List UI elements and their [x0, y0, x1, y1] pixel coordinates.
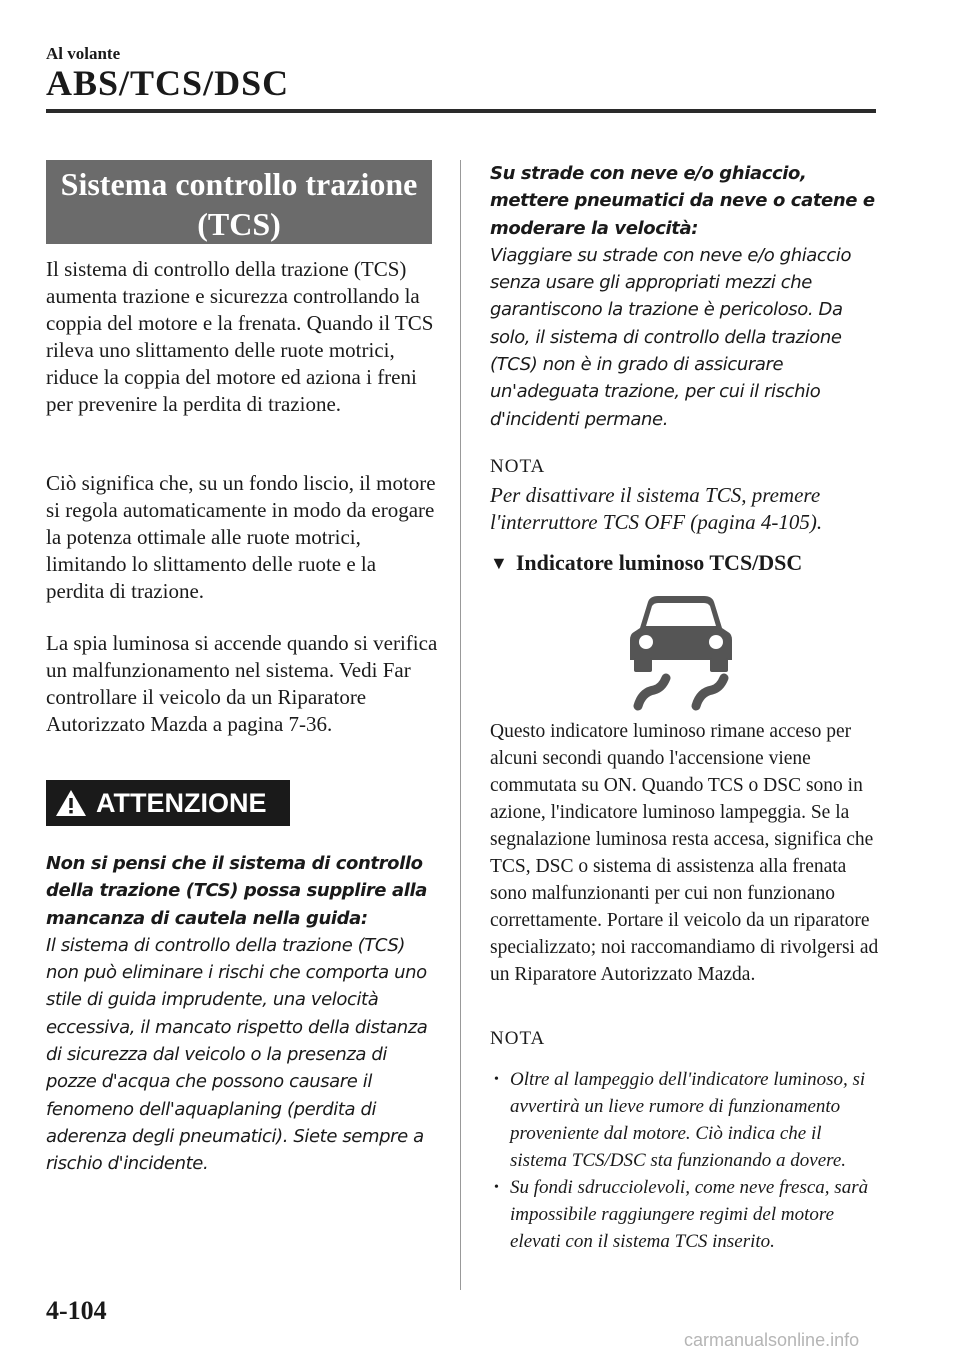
subsection-title: Indicatore luminoso TCS/DSC — [515, 550, 803, 575]
tcs-heading-line2: (TCS) — [197, 206, 281, 242]
warning2-body: Viaggiare su strade con neve e/o ghiaccio senza usare gli appropriati mezzi che garantiscono la trazione è pericoloso. Da solo, il sistema di controllo della trazione (TCS) non è in grado di assicurare un'adeguata trazione, per cui il rischio d'incidenti permane. — [490, 244, 852, 430]
watermark: carmanualsonline.info — [684, 1330, 860, 1350]
subsection-heading — [490, 550, 802, 576]
nota-bullet-list — [490, 1066, 880, 1255]
paragraph-intro: Il sistema di controllo della trazione (TCS) aumenta trazione e sicurezza controllando la coppia del motore e la frenata. Quando il TCS rileva uno slittamento delle ruote motrici, riduce la coppia del motore ed aziona i freni per prevenire la perdita di trazione. — [46, 257, 434, 416]
tcs-heading-line1: Sistema controllo trazione — [60, 166, 418, 202]
warning-block-2 — [490, 160, 882, 433]
warning-block-1 — [46, 850, 438, 1178]
breadcrumb: Al volante — [46, 44, 121, 63]
warning-triangle-icon — [54, 788, 88, 818]
warning1-title: Non si pensi che il sistema di controllo della trazione (TCS) possa supplire alla mancanza di cautela nella guida: — [46, 853, 428, 929]
paragraph-warning-light: La spia luminosa si accende quando si verifica un malfunzionamento nel sistema. Vedi Far controllare il veicolo da un Riparatore Autorizzato Mazda a pagina 7-36. — [46, 631, 438, 736]
nota-label-1: NOTA — [490, 456, 546, 477]
tcs-heading — [46, 160, 432, 244]
page-number: 4-104 — [46, 1296, 107, 1325]
warning1-body: Il sistema di controllo della trazione (TCS) non può eliminare i rischi che comporta uno stile di guida imprudente, una velocità eccessiva, il mancato rispetto della distanza di sicurezza dal veicolo o la presenza di pozze d'acqua che possono causare il fenomeno dell'aquaplaning (perdita di aderenza degli pneumatici). Siete sempre a rischio d'incidente. — [46, 934, 428, 1175]
section-title: ABS/TCS/DSC — [46, 63, 290, 103]
column-divider — [460, 160, 461, 1290]
car-skid-icon — [628, 594, 734, 712]
nota-label-2: NOTA — [490, 1028, 546, 1049]
attenzione-badge — [46, 780, 290, 826]
warning2-title: Su strade con neve e/o ghiaccio, mettere pneumatici da neve o catene e moderare la velocità: — [490, 163, 875, 239]
indicator-paragraph: Questo indicatore luminoso rimane acceso per alcuni secondi quando l'accensione viene commutata su ON. Quando TCS o DSC sono in azione, l'indicatore luminoso lampeggia. Se la segnalazione luminosa resta accesa, significa che TCS, DSC o sistema di assistenza alla frenata sono malfunzionanti per cui non funzionano correttamente. Portare il veicolo da un riparatore specializzato; noi raccomandiamo di rivolgersi ad un Riparatore Autorizzato Mazda. — [490, 721, 879, 985]
header-rule — [46, 109, 876, 113]
list-item: • Oltre al lampeggio dell'indicatore luminoso, si avvertirà un lieve rumore di funzionamento proveniente dal motore. Ciò indica che il sistema TCS/DSC sta funzionando a dovere. — [490, 1066, 880, 1174]
paragraph-slippery: Ciò significa che, su un fondo liscio, il motore si regola automaticamente in modo da erogare la potenza ottimale alle ruote motrici, limitando lo slittamento delle ruote e la perdita di trazione. — [46, 471, 436, 603]
attenzione-label: ATTENZIONE — [96, 787, 267, 818]
triangle-down-icon: ▼ — [490, 552, 508, 573]
list-item: • Su fondi sdrucciolevoli, come neve fresca, sarà impossibile raggiungere regimi del motore elevati con il sistema TCS inserito. — [490, 1174, 880, 1255]
nota-text-1: Per disattivare il sistema TCS, premere l'interruttore TCS OFF (pagina 4-105). — [490, 483, 823, 534]
